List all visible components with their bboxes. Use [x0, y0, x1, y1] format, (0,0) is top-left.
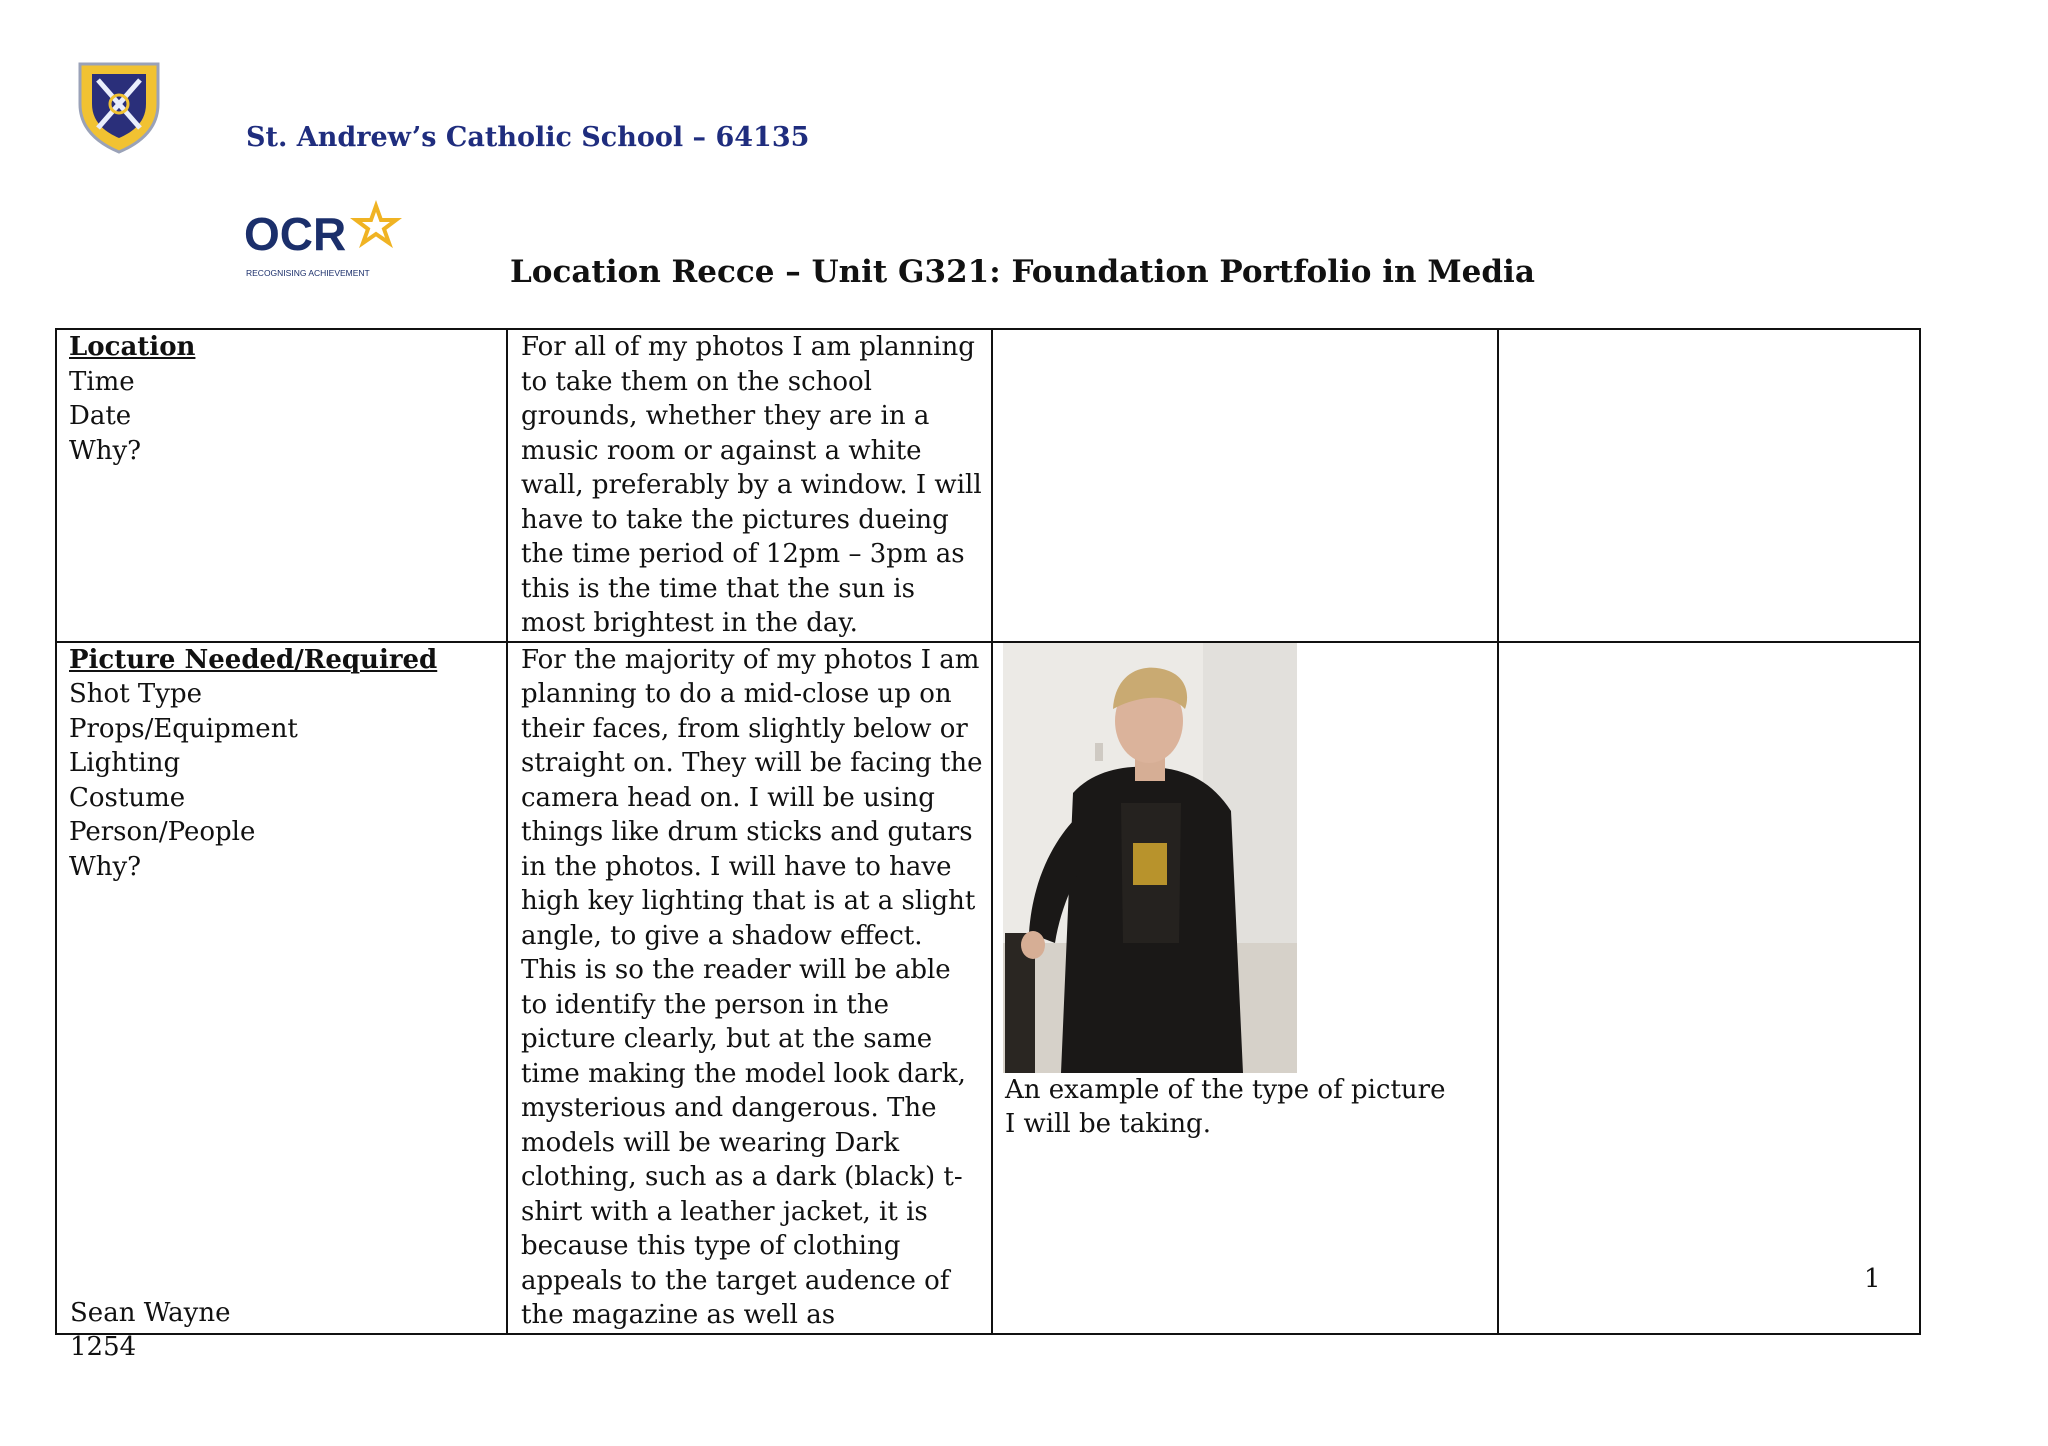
svg-text:RECOGNISING ACHIEVEMENT: RECOGNISING ACHIEVEMENT: [246, 268, 370, 278]
row-heading: Picture Needed/Required: [69, 644, 438, 675]
row-label: Costume: [69, 782, 186, 813]
table-row: [56, 329, 1920, 642]
row-description: For the majority of my photos I am planning to do a mid-close up on their faces, from slightly below or straight on. They will be facing the camera head on. I will be using things like drum sticks and gutars in the photos. I will have to have high key lighting that is at a slight angle, to give a shadow effect. This is so the reader will be able to identify the person in the picture clearly, but at the same time making the model look dark, mysterious and dangerous. The models will be wearing Dark clothing, such as a dark (black) t-shirt with a leather jacket, it is because this type of clothing appeals to the target audence of the magazine as well as: [521, 644, 983, 1330]
photo-caption: An example of the type of picture I will be taking.: [1005, 1074, 1446, 1139]
example-model-photo: [1003, 643, 1297, 1073]
description-cell: [507, 329, 992, 642]
image-cell: [992, 642, 1498, 1334]
row-label: Props/Equipment: [69, 713, 298, 744]
row-label: Why?: [69, 435, 142, 466]
label-cell: [56, 329, 507, 642]
row-label: Shot Type: [69, 679, 202, 709]
school-crest-logo: [76, 58, 162, 154]
row-label: Date: [69, 401, 132, 431]
image-cell: [992, 329, 1498, 642]
row-label: Why?: [69, 851, 142, 882]
row-label: Person/People: [69, 817, 256, 847]
row-label: Lighting: [69, 748, 181, 778]
label-cell: [56, 642, 507, 1334]
svg-text:OCR: OCR: [244, 208, 347, 260]
table-row: [56, 642, 1920, 1334]
school-name: St. Andrew’s Catholic School – 64135: [246, 122, 810, 153]
description-cell: [507, 642, 992, 1334]
candidate-number: 1254: [70, 1332, 137, 1362]
author-name: Sean Wayne: [70, 1298, 231, 1328]
row-heading: Location: [69, 332, 196, 362]
empty-cell: [1498, 329, 1920, 642]
row-label: Time: [69, 366, 135, 397]
empty-cell: [1498, 642, 1920, 1334]
row-description: For all of my photos I am planning to take them on the school grounds, whether they are in a music room or against a white wall, preferably by a window. I will have to take the pictures dueing the time period of 12pm – 3pm as this is the time that the sun is most brightest in the day.: [521, 332, 982, 638]
location-recce-table: [55, 328, 1921, 1335]
document-title: Location Recce – Unit G321: Foundation Portfolio in Media: [510, 254, 1535, 290]
ocr-logo: [244, 200, 414, 282]
author-block: [70, 1296, 231, 1364]
page-number: 1: [1864, 1264, 1881, 1294]
